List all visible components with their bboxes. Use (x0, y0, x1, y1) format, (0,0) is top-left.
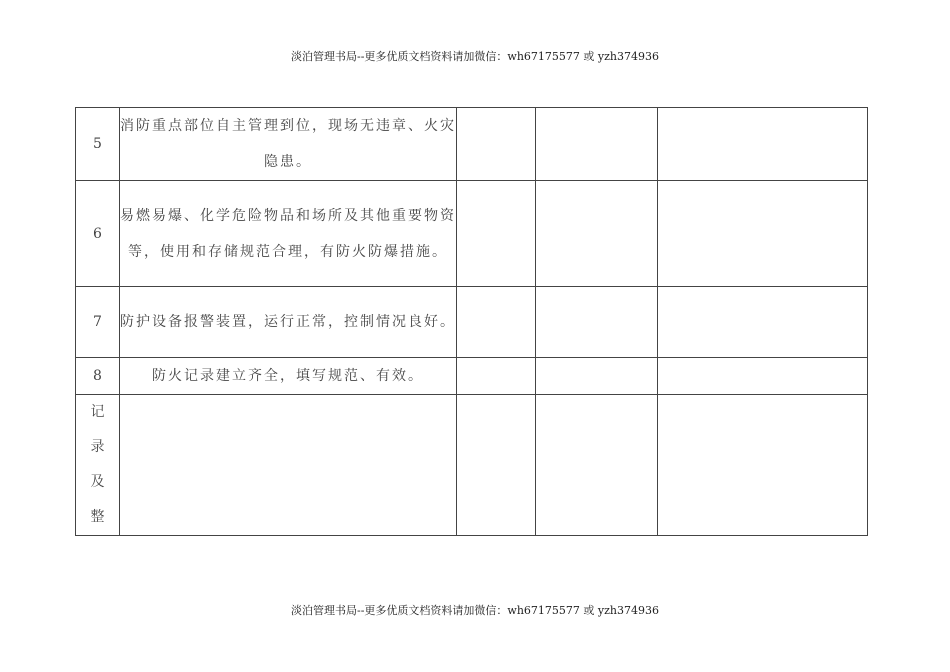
row-content: 防护设备报警装置，运行正常，控制情况良好。 (120, 287, 457, 358)
empty-cell (457, 108, 536, 181)
table-row (76, 395, 868, 536)
empty-cell (457, 395, 536, 536)
empty-cell (658, 108, 868, 181)
row-number: 8 (76, 358, 120, 395)
empty-cell (536, 181, 658, 287)
record-label-char: 整 (90, 509, 105, 525)
empty-cell (457, 358, 536, 395)
table-row (76, 181, 868, 287)
empty-cell (457, 181, 536, 287)
empty-cell (536, 287, 658, 358)
inspection-checklist-table (75, 107, 868, 536)
empty-cell (536, 395, 658, 536)
record-label-char: 及 (90, 474, 105, 490)
empty-cell (457, 287, 536, 358)
empty-cell (658, 358, 868, 395)
row-number: 7 (76, 287, 120, 358)
row-content: 消防重点部位自主管理到位，现场无违章、火灾隐患。 (120, 108, 457, 181)
empty-cell (536, 358, 658, 395)
table-row (76, 108, 868, 181)
empty-cell (658, 181, 868, 287)
record-label-cell (76, 395, 120, 536)
empty-cell (536, 108, 658, 181)
empty-cell (658, 395, 868, 536)
row-content: 易燃易爆、化学危险物品和场所及其他重要物资等，使用和存储规范合理，有防火防爆措施。 (120, 181, 457, 287)
row-number: 6 (76, 181, 120, 287)
table-row (76, 358, 868, 395)
page-header: 淡泊管理书局--更多优质文档资料请加微信：wh67175577 或 yzh374936 (291, 50, 659, 63)
empty-cell (120, 395, 457, 536)
page-footer: 淡泊管理书局--更多优质文档资料请加微信：wh67175577 或 yzh374936 (291, 604, 659, 617)
empty-cell (658, 287, 868, 358)
record-label-char: 录 (90, 439, 105, 455)
row-content: 防火记录建立齐全，填写规范、有效。 (120, 358, 457, 395)
record-label-char: 记 (90, 404, 105, 420)
row-number: 5 (76, 108, 120, 181)
table-row (76, 287, 868, 358)
